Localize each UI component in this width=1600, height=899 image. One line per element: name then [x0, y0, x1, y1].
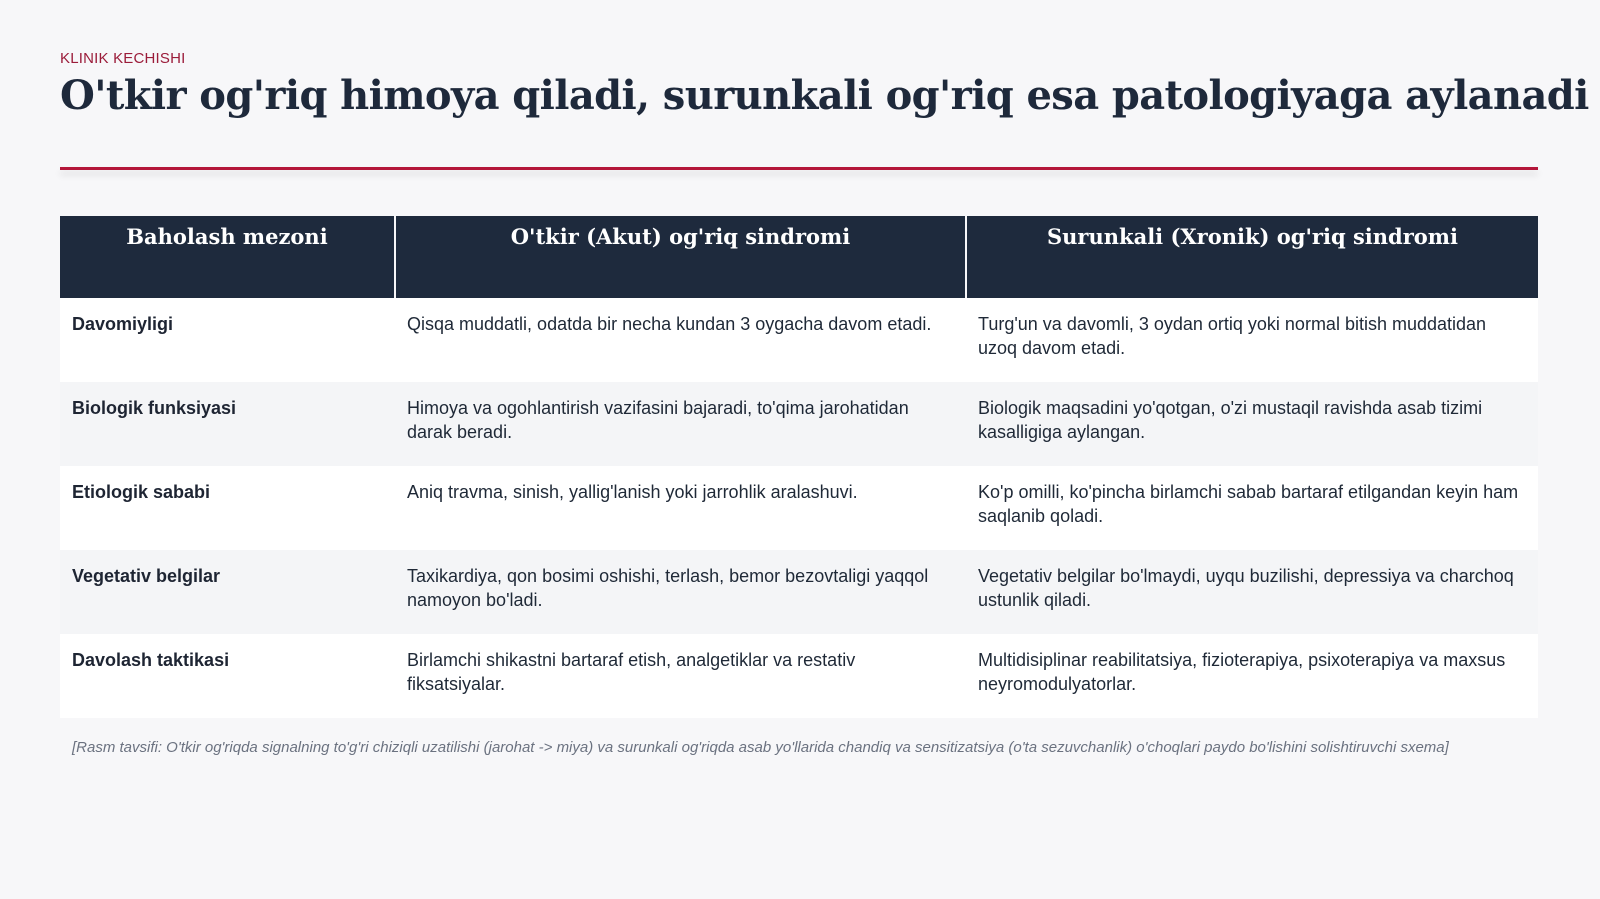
table-row	[60, 298, 1538, 382]
chronic-cell: Vegetativ belgilar bo'lmaydi, uyqu buzilishi, depressiya va charchoq ustunlik qiladi.	[966, 550, 1538, 634]
section-kicker: KLINIK KECHISHI	[60, 50, 186, 67]
table-row	[60, 550, 1538, 634]
chronic-cell: Ko'p omilli, ko'pincha birlamchi sabab bartaraf etilgandan keyin ham saqlanib qoladi.	[966, 466, 1538, 550]
header-criterion: Baholash mezoni	[60, 216, 395, 298]
table-row	[60, 466, 1538, 550]
figure-caption: [Rasm tavsifi: O'tkir og'riqda signalning to'g'ri chiziqli uzatilishi (jarohat -> miya) va surunkali og'riqda asab yo'llarida chandiq va sensitizatsiya (o'ta sezuvchanlik) o'choqlari paydo bo'lishini solishtiruvchi sxema]	[72, 739, 1449, 756]
comparison-table	[60, 216, 1538, 718]
title-divider	[60, 167, 1538, 170]
chronic-cell: Biologik maqsadini yo'qotgan, o'zi mustaqil ravishda asab tizimi kasalligiga aylangan.	[966, 382, 1538, 466]
chronic-cell: Multidisiplinar reabilitatsiya, fizioterapiya, psixoterapiya va maxsus neyromodulyatorlar.	[966, 634, 1538, 718]
header-acute: O'tkir (Akut) og'riq sindromi	[395, 216, 966, 298]
acute-cell: Birlamchi shikastni bartaraf etish, analgetiklar va restativ fiksatsiyalar.	[395, 634, 966, 718]
criterion-cell: Vegetativ belgilar	[60, 550, 395, 634]
slide	[60, 0, 1589, 899]
table-row	[60, 634, 1538, 718]
criterion-cell: Davolash taktikasi	[60, 634, 395, 718]
acute-cell: Taxikardiya, qon bosimi oshishi, terlash, bemor bezovtaligi yaqqol namoyon bo'ladi.	[395, 550, 966, 634]
acute-cell: Aniq travma, sinish, yallig'lanish yoki jarrohlik aralashuvi.	[395, 466, 966, 550]
table-row	[60, 382, 1538, 466]
page-title: O'tkir og'riq himoya qiladi, surunkali og'riq esa patologiyaga aylanadi	[60, 72, 1589, 119]
acute-cell: Qisqa muddatli, odatda bir necha kundan 3 oygacha davom etadi.	[395, 298, 966, 382]
criterion-cell: Etiologik sababi	[60, 466, 395, 550]
criterion-cell: Davomiyligi	[60, 298, 395, 382]
acute-cell: Himoya va ogohlantirish vazifasini bajaradi, to'qima jarohatidan darak beradi.	[395, 382, 966, 466]
table-header-row	[60, 216, 1538, 298]
table-header	[60, 216, 1538, 298]
chronic-cell: Turg'un va davomli, 3 oydan ortiq yoki normal bitish muddatidan uzoq davom etadi.	[966, 298, 1538, 382]
criterion-cell: Biologik funksiyasi	[60, 382, 395, 466]
header-chronic: Surunkali (Xronik) og'riq sindromi	[966, 216, 1538, 298]
table-body	[60, 298, 1538, 718]
